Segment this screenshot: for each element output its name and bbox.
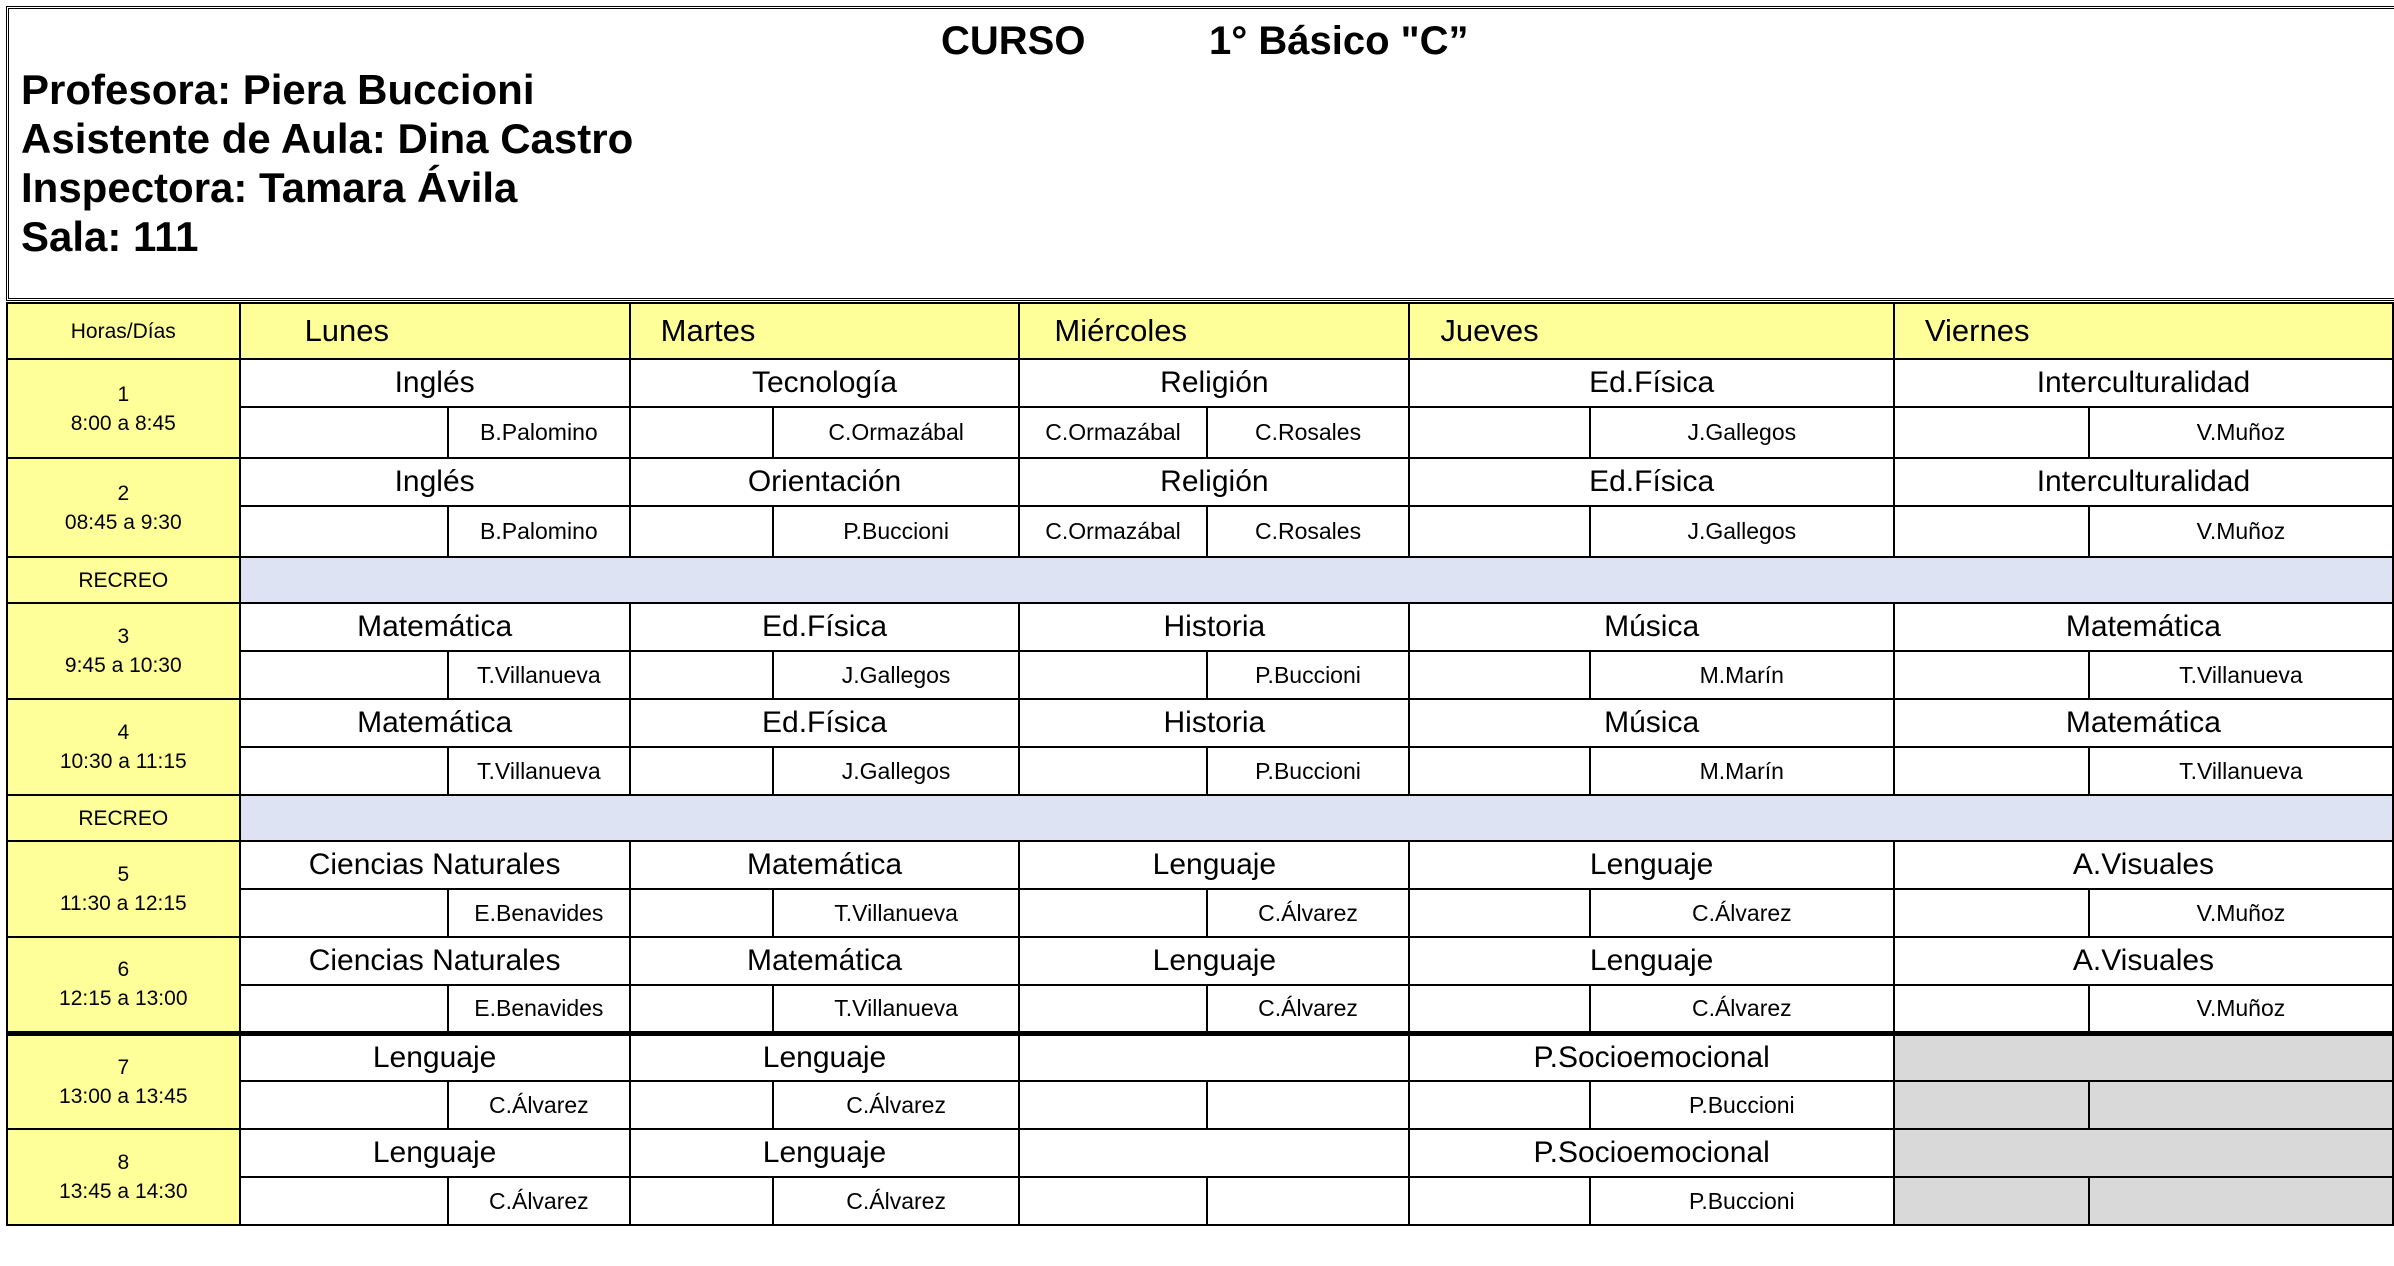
period-subject-row (7, 1033, 2393, 1081)
subject-cell: Matemática (240, 699, 630, 747)
schedule-table (6, 302, 2394, 1226)
subject-cell: Matemática (1894, 699, 2393, 747)
period-teacher-row (7, 506, 2393, 557)
teacher-cell-left (240, 1177, 448, 1225)
subject-cell (1019, 1129, 1409, 1177)
teacher-cell-left (1019, 985, 1206, 1033)
teacher-cell-right: P.Buccioni (1207, 747, 1410, 795)
period-subject-row (7, 841, 2393, 889)
recess-label: RECREO (7, 557, 240, 603)
teacher-cell-left (1894, 985, 2089, 1033)
teacher-cell-right: C.Álvarez (448, 1177, 630, 1225)
subject-cell: Lenguaje (630, 1129, 1020, 1177)
recess-row (7, 795, 2393, 841)
period-teacher-row (7, 889, 2393, 937)
subject-cell: Lenguaje (1409, 841, 1894, 889)
period-time: 13:00 a 13:45 (59, 1084, 188, 1108)
teacher-cell-left (1894, 651, 2089, 699)
subject-cell: Lenguaje (1019, 937, 1409, 985)
period-cell (7, 937, 240, 1033)
subject-cell: Ed.Física (1409, 458, 1894, 506)
teacher-cell-left (630, 889, 773, 937)
course-value: 1° Básico "C” (1209, 19, 1469, 63)
period-teacher-row (7, 1081, 2393, 1129)
subject-cell: Ciencias Naturales (240, 937, 630, 985)
recess-label: RECREO (7, 795, 240, 841)
period-time: 9:45 a 10:30 (64, 654, 182, 677)
teacher-cell-right: T.Villanueva (773, 985, 1020, 1033)
teacher-cell-right: C.Ormazábal (773, 407, 1020, 458)
subject-cell: Lenguaje (630, 1033, 1020, 1081)
day-header-row (7, 303, 2393, 359)
subject-cell: Matemática (630, 937, 1020, 985)
period-teacher-row (7, 747, 2393, 795)
period-number: 2 (117, 481, 130, 505)
teacher-cell-left (1894, 506, 2089, 557)
period-teacher-row (7, 985, 2393, 1033)
teacher-cell-left (1409, 889, 1589, 937)
teacher-cell-right: T.Villanueva (2089, 651, 2393, 699)
teacher-cell-right: J.Gallegos (1590, 407, 1894, 458)
teacher-cell-right: C.Álvarez (1590, 889, 1894, 937)
teacher-cell-right (1207, 1081, 1410, 1129)
period-teacher-row (7, 651, 2393, 699)
subject-cell: Ed.Física (1409, 359, 1894, 407)
period-number: 4 (117, 721, 130, 744)
teacher-cell-left (1409, 1081, 1589, 1129)
teacher-cell-right: E.Benavides (448, 985, 630, 1033)
teacher-cell-right (1207, 1177, 1410, 1225)
period-cell (7, 841, 240, 937)
teacher-cell-right (2089, 1081, 2393, 1129)
teacher-cell-left (1019, 1081, 1206, 1129)
teacher-cell-left (630, 1177, 773, 1225)
teacher-cell-left (1019, 651, 1206, 699)
period-time: 11:30 a 12:15 (59, 892, 187, 915)
teacher-cell-left (630, 506, 773, 557)
subject-cell: Ed.Física (630, 603, 1020, 651)
subject-cell: P.Socioemocional (1409, 1033, 1894, 1081)
teacher-cell-left (240, 651, 448, 699)
teacher-cell-left (1409, 1177, 1589, 1225)
teacher-cell-left: C.Ormazábal (1019, 506, 1206, 557)
recess-band (240, 795, 2393, 841)
period-number: 6 (117, 958, 130, 982)
period-subject-row (7, 937, 2393, 985)
period-cell (7, 699, 240, 795)
teacher-cell-left (630, 985, 773, 1033)
teacher-cell-left (1019, 889, 1206, 937)
teacher-cell-left (240, 1081, 448, 1129)
period-number: 3 (117, 625, 130, 648)
subject-cell: A.Visuales (1894, 841, 2393, 889)
teacher-cell-right: C.Álvarez (1207, 985, 1410, 1033)
teacher-cell-right: V.Muñoz (2089, 407, 2393, 458)
teacher-cell-right: C.Álvarez (773, 1081, 1020, 1129)
day-header-4: Viernes (1894, 303, 2393, 359)
period-number: 5 (117, 863, 130, 886)
teacher-cell-right: C.Álvarez (1207, 889, 1410, 937)
corner-cell: Horas/Días (7, 303, 240, 359)
subject-cell: Religión (1019, 359, 1409, 407)
teacher-line: Profesora: Piera Buccioni (21, 66, 535, 113)
teacher-cell-left (1894, 1177, 2089, 1225)
day-header-3: Jueves (1409, 303, 1894, 359)
teacher-cell-right: B.Palomino (448, 407, 630, 458)
teacher-cell-left (1409, 506, 1589, 557)
subject-cell: Lenguaje (240, 1033, 630, 1081)
recess-row (7, 557, 2393, 603)
period-subject-row (7, 603, 2393, 651)
period-cell (7, 458, 240, 557)
teacher-cell-right: V.Muñoz (2089, 985, 2393, 1033)
teacher-cell-left (240, 506, 448, 557)
period-subject-row (7, 699, 2393, 747)
course-label: CURSO (941, 19, 1086, 63)
period-cell (7, 1033, 240, 1129)
subject-cell: Religión (1019, 458, 1409, 506)
subject-cell: Matemática (1894, 603, 2393, 651)
subject-cell: Historia (1019, 699, 1409, 747)
teacher-cell-right: M.Marín (1590, 651, 1894, 699)
teacher-cell-left (630, 651, 773, 699)
subject-cell (1894, 1129, 2393, 1177)
subject-cell: A.Visuales (1894, 937, 2393, 985)
teacher-cell-left (630, 1081, 773, 1129)
subject-cell: Ciencias Naturales (240, 841, 630, 889)
subject-cell (1894, 1033, 2393, 1081)
teacher-cell-right: T.Villanueva (448, 747, 630, 795)
teacher-cell-right: B.Palomino (448, 506, 630, 557)
inspector-line: Inspectora: Tamara Ávila (21, 164, 518, 211)
teacher-cell-right (2089, 1177, 2393, 1225)
period-time: 10:30 a 11:15 (59, 750, 187, 773)
teacher-cell-right: V.Muñoz (2089, 889, 2393, 937)
period-cell (7, 1129, 240, 1225)
teacher-cell-right: J.Gallegos (773, 747, 1020, 795)
period-time: 13:45 a 14:30 (59, 1180, 188, 1203)
subject-cell: Música (1409, 603, 1894, 651)
subject-cell: Interculturalidad (1894, 359, 2393, 407)
subject-cell: Tecnología (630, 359, 1020, 407)
teacher-cell-right: C.Álvarez (773, 1177, 1020, 1225)
teacher-cell-left (1409, 651, 1589, 699)
room-line: Sala: 111 (21, 213, 199, 260)
teacher-cell-left: C.Ormazábal (1019, 407, 1206, 458)
subject-cell: Lenguaje (1409, 937, 1894, 985)
period-time: 12:15 a 13:00 (59, 987, 188, 1011)
subject-cell: Interculturalidad (1894, 458, 2393, 506)
period-time: 08:45 a 9:30 (64, 510, 182, 534)
teacher-cell-left (1019, 747, 1206, 795)
teacher-cell-left (240, 407, 448, 458)
period-subject-row (7, 458, 2393, 506)
teacher-cell-right: P.Buccioni (1590, 1081, 1894, 1129)
subject-cell: Lenguaje (1019, 841, 1409, 889)
day-header-2: Miércoles (1019, 303, 1409, 359)
teacher-cell-right: V.Muñoz (2089, 506, 2393, 557)
teacher-cell-left (1894, 1081, 2089, 1129)
teacher-cell-right: P.Buccioni (773, 506, 1020, 557)
teacher-cell-left (1409, 747, 1589, 795)
period-time: 8:00 a 8:45 (70, 411, 176, 435)
teacher-cell-right: M.Marín (1590, 747, 1894, 795)
teacher-cell-left (240, 889, 448, 937)
recess-band (240, 557, 2393, 603)
period-cell (7, 359, 240, 458)
teacher-cell-right: J.Gallegos (773, 651, 1020, 699)
day-header-1: Martes (630, 303, 1020, 359)
teacher-cell-left (1409, 407, 1589, 458)
teacher-cell-right: P.Buccioni (1590, 1177, 1894, 1225)
period-subject-row (7, 1129, 2393, 1177)
teacher-cell-right: C.Álvarez (448, 1081, 630, 1129)
period-cell (7, 603, 240, 699)
teacher-cell-left (1409, 985, 1589, 1033)
teacher-cell-right: C.Rosales (1207, 407, 1410, 458)
period-number: 1 (117, 382, 130, 406)
subject-cell: Orientación (630, 458, 1020, 506)
period-number: 7 (117, 1055, 130, 1079)
subject-cell: P.Socioemocional (1409, 1129, 1894, 1177)
period-subject-row (7, 359, 2393, 407)
teacher-cell-right: T.Villanueva (2089, 747, 2393, 795)
teacher-cell-left (630, 747, 773, 795)
teacher-cell-left (240, 985, 448, 1033)
day-header-0: Lunes (240, 303, 630, 359)
schedule-header (6, 6, 2394, 301)
teacher-cell-left (630, 407, 773, 458)
subject-cell: Matemática (240, 603, 630, 651)
teacher-cell-right: T.Villanueva (448, 651, 630, 699)
period-number: 8 (117, 1151, 130, 1174)
subject-cell: Ed.Física (630, 699, 1020, 747)
teacher-cell-right: P.Buccioni (1207, 651, 1410, 699)
teacher-cell-right: C.Rosales (1207, 506, 1410, 557)
teacher-cell-left (1894, 889, 2089, 937)
teacher-cell-left (240, 747, 448, 795)
teacher-cell-left (1894, 747, 2089, 795)
subject-cell (1019, 1033, 1409, 1081)
subject-cell: Música (1409, 699, 1894, 747)
teacher-cell-right: T.Villanueva (773, 889, 1020, 937)
period-teacher-row (7, 1177, 2393, 1225)
subject-cell: Inglés (240, 458, 630, 506)
assistant-line: Asistente de Aula: Dina Castro (21, 115, 634, 162)
teacher-cell-right: C.Álvarez (1590, 985, 1894, 1033)
subject-cell: Inglés (240, 359, 630, 407)
teacher-cell-right: J.Gallegos (1590, 506, 1894, 557)
teacher-cell-left (1019, 1177, 1206, 1225)
teacher-cell-left (1894, 407, 2089, 458)
teacher-cell-right: E.Benavides (448, 889, 630, 937)
period-teacher-row (7, 407, 2393, 458)
subject-cell: Matemática (630, 841, 1020, 889)
subject-cell: Lenguaje (240, 1129, 630, 1177)
subject-cell: Historia (1019, 603, 1409, 651)
